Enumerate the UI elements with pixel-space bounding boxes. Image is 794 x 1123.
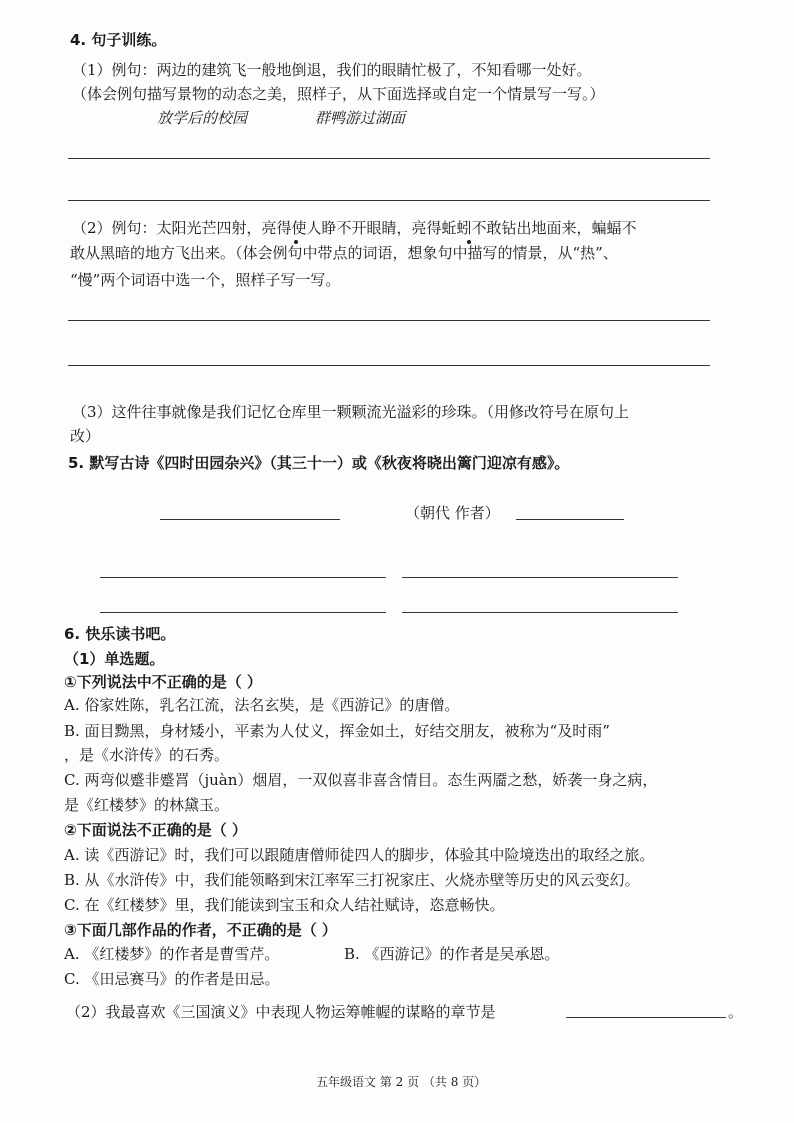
poem-line-blank-2[interactable] [402,577,678,578]
q6-s2-option-a: A. 读《西游记》时，我们可以跟随唐僧师徒四人的脚步，体验其中险境迭出的取经之旅。 [64,846,655,864]
q6-s3-title: ③下面几部作品的作者，不正确的是（ ） [64,921,337,939]
q6-sub2: （2）我最喜欢《三国演义》中表现人物运筹帷幄的谋略的章节是 [66,1003,496,1021]
q6-sub2-answer-blank[interactable] [566,1017,726,1018]
q4-p2-answer-line-2[interactable] [68,365,710,366]
q6-s1-title: ①下列说法中不正确的是（ ） [64,673,262,691]
q6-s1-option-c1: C. 两弯似蹙非蹙罥（juàn）烟眉，一双似喜非喜含情目。态生两靥之愁，娇袭一身之病， [64,771,658,789]
q6-s1-option-b2: ，是《水浒传》的石秀。 [64,746,230,764]
q6-s3-option-c: C. 《田忌赛马》的作者是田忌。 [64,970,280,988]
poem-line-blank-3[interactable] [100,612,386,613]
q4-p1-answer-line-1[interactable] [68,158,710,159]
poem-title-blank[interactable] [160,519,340,520]
q6-sub2-end: 。 [728,1003,744,1021]
page-footer: 五年级语文 第 2 页 （共 8 页） [316,1075,487,1089]
q6-heading: 6. 快乐读书吧。 [64,625,176,643]
q4-p1-line1: （1）例句：两边的建筑飞一般地倒退，我们的眼睛忙极了，不知看哪一处好。 [72,61,592,79]
q6-s1-option-c2: 是《红楼梦》的林黛玉。 [64,796,230,814]
q4-option-b: 群鸭游过湖面 [315,109,406,127]
q5-heading: 5. 默写古诗《四时田园杂兴》（其三十一）或《秋夜将晓出篱门迎凉有感》。 [68,454,570,472]
q4-p3-line2: 改） [70,427,101,445]
poem-line-blank-4[interactable] [402,612,678,613]
q4-p1-line2: （体会例句描写景物的动态之美，照样子，从下面选择或自定一个情景写一写。） [72,85,605,103]
q6-s2-title: ②下面说法不正确的是（ ） [64,821,247,839]
q6-s3-option-b: B. 《西游记》的作者是吴承恩。 [344,945,560,963]
q6-s1-option-a: A. 俗家姓陈，乳名江流，法名玄奘，是《西游记》的唐僧。 [64,696,460,714]
q4-p1-answer-line-2[interactable] [68,200,710,201]
q6-sub1: （1）单选题。 [64,650,165,668]
q6-s2-option-c: C. 在《红楼梦》里，我们能读到宝玉和众人结社赋诗，恣意畅快。 [64,896,505,914]
q4-p3-line1: （3）这件往事就像是我们记忆仓库里一颗颗流光溢彩的珍珠。（用修改符号在原句上 [72,403,630,421]
q4-p2-line1: （2）例句：太阳光芒四射，亮得使人睁不开眼睛，亮得蚯蚓不敢钻出地面来，蝙蝠不 [72,219,637,237]
q4-option-a: 放学后的校园 [157,109,248,127]
q6-s3-option-a: A. 《红楼梦》的作者是曹雪芹。 [64,945,280,963]
q4-p2-line2: 敢从黑暗的地方飞出来。（体会例句中带点的词语，想象句中描写的情景，从“热”、 [70,244,618,262]
poem-line-blank-1[interactable] [100,577,386,578]
q4-heading: 4. 句子训练。 [70,31,167,49]
q6-s1-option-b1: B. 面目黝黑，身材矮小，平素为人仗义，挥金如土，好结交朋友，被称为“及时雨” [64,722,610,740]
q5-dynasty-author: （朝代 作者） [405,504,500,522]
q4-p2-line3: “慢”两个词语中选一个，照样子写一写。 [70,271,341,289]
q6-s2-option-b: B. 从《水浒传》中，我们能领略到宋江率军三打祝家庄、火烧赤壁等历史的风云变幻。 [64,871,640,889]
q4-p2-answer-line-1[interactable] [68,320,710,321]
poem-author-blank[interactable] [516,519,624,520]
